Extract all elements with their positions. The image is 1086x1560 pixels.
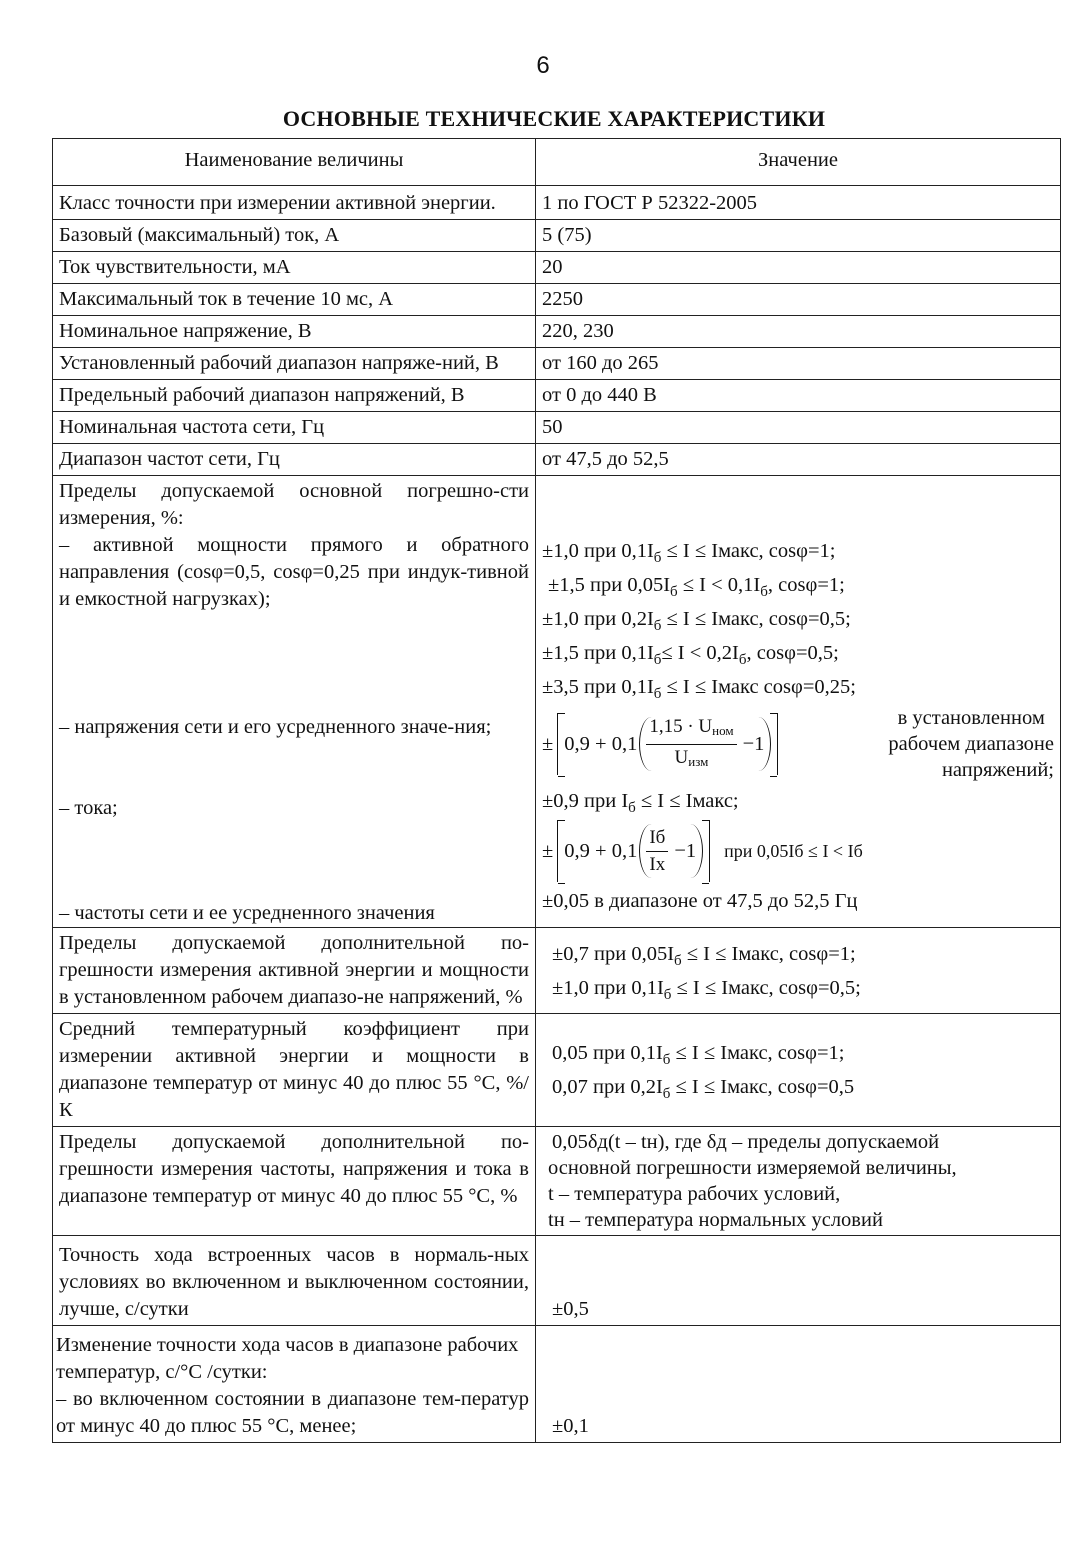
row-value: 20	[536, 252, 1061, 284]
basic-error-names	[53, 476, 536, 928]
row-value: ±0,7 при $0,05I_б \le I$ ≤ Iмакс, cosφ=1; ±1,0 при $0,1I_б \le I$ ≤ Iмакс, cosφ=0,5;	[536, 928, 1061, 1014]
page-number: 6	[536, 52, 550, 79]
power-value: ±1,5 при $0,05I_б \le I < 0,1I_б$, cosφ=1;	[548, 574, 845, 600]
column-header-name: Наименование величины	[53, 139, 536, 186]
row-name: Пределы допускаемой дополнительной по-грешности измерения активной энергии и мощности в установленном рабочем диапазо-не напряжений, %	[53, 928, 536, 1014]
table-row	[53, 186, 1061, 220]
row-value: 50	[536, 412, 1061, 444]
row-value: 5 (75)	[536, 220, 1061, 252]
row-name: Средний температурный коэффициент при измерении активной энергии и мощности в диапазоне температур от минус 40 до плюс 55 °С, %/К	[53, 1014, 536, 1127]
table-row	[53, 412, 1061, 444]
row-name: Изменение точности хода часов в диапазоне рабочих температур, с/°С /сутки: – во включенном состоянии в диапазоне тем-ператур от минус 40 до плюс 55 °С, менее;	[53, 1326, 536, 1443]
column-header-value: Значение	[536, 139, 1061, 186]
table-row	[53, 1236, 1061, 1326]
row-value: ±0,5	[536, 1236, 1061, 1326]
power-value: ±1,5 при $0,1I_б\le I < 0,2I_б$, cosφ=0,5;	[542, 642, 839, 668]
document-title: ОСНОВНЫЕ ТЕХНИЧЕСКИЕ ХАРАКТЕРИСТИКИ	[282, 106, 826, 131]
row-value: от 0 до 440 В	[536, 380, 1061, 412]
current-error-note: при 0,05Iб ≤ I < Iб	[724, 840, 863, 861]
power-value: ±1,0 при $0,2I_б \le I$ ≤ Iмакс, cosφ=0,5;	[542, 608, 851, 634]
fraction: $\frac{\text{1,15 · Uном}}{\text{Uизм}}$	[646, 716, 736, 773]
table-row	[53, 252, 1061, 284]
row-name: Ток чувствительности, мА	[53, 252, 536, 284]
current-error-formula: ± 0,9 + 0,1 $\frac{Iб}{Ix}$ −1 при 0,05Iб ≤ I < Iб	[542, 818, 1054, 884]
row-value: 0,05 при $0,1I_б \le I$ ≤ Iмакс, cosφ=1; 0,07 при $0,2I_б \le I$ ≤ Iмакс, cosφ=0,5	[536, 1014, 1061, 1127]
fraction: $\frac{Iб}{Ix}$	[646, 827, 668, 876]
row-name: Максимальный ток в течение 10 мс, А	[53, 284, 536, 316]
table-row-basic-error	[53, 476, 1061, 928]
row-name: Установленный рабочий диапазон напряже-ний, В	[53, 348, 536, 380]
table-row	[53, 928, 1061, 1014]
row-name: Номинальное напряжение, В	[53, 316, 536, 348]
square-bracket: 0,9 + 0,1 $\frac{Iб}{Ix}$ −1	[557, 820, 710, 882]
row-name: Базовый (максимальный) ток, А	[53, 220, 536, 252]
row-name: Номинальная частота сети, Гц	[53, 412, 536, 444]
row-value: 220, 230	[536, 316, 1061, 348]
specifications-table	[52, 138, 1061, 1443]
power-value: ±1,0 при $0,1I_б \le I$ ≤ Iмакс, cosφ=1;	[542, 540, 836, 566]
parenthesis: $\frac{\text{1,15 · Uном}}{\text{Uизм}}$ −1	[639, 717, 771, 771]
frequency-label: – частоты сети и ее усредненного значения	[59, 902, 435, 924]
table-header-row	[53, 139, 1061, 186]
table-row	[53, 284, 1061, 316]
table-row	[53, 1127, 1061, 1236]
power-value: ±3,5 при $0,1I_б \le I$ ≤ Iмакс cosφ=0,25;	[542, 676, 856, 702]
basic-error-values	[536, 476, 1061, 928]
power-label: – активной мощности прямого и обратного направления (cosφ=0,5, cosφ=0,25 при индук-тивной и емкостной нагрузках);	[59, 534, 529, 610]
voltage-error-formula: ± 0,9 + 0,1 $\frac{\text{1,15 · Uном}}{\text{Uизм}}$ −1 в установленном рабочем диапазоне напряжений;	[542, 707, 1054, 781]
row-value: ±0,1	[536, 1326, 1061, 1443]
row-name: Точность хода встроенных часов в нормаль-ных условиях во включенном и выключенном состоянии, лучше, с/сутки	[53, 1236, 536, 1326]
table-row	[53, 1014, 1061, 1127]
voltage-error-note: в установленном рабочем диапазоне напряжений;	[888, 707, 1054, 781]
frequency-value: ±0,05 в диапазоне от 47,5 до 52,5 Гц	[542, 890, 858, 912]
table-row	[53, 316, 1061, 348]
voltage-label: – напряжения сети и его усредненного значе-ния;	[59, 716, 492, 738]
row-name: Пределы допускаемой дополнительной по-грешности измерения частоты, напряжения и тока в диапазоне температур от минус 40 до плюс 55 °С, %	[53, 1127, 536, 1236]
row-value: 1 по ГОСТ Р 52322-2005	[536, 186, 1061, 220]
table-row	[53, 1326, 1061, 1443]
row-name: Класс точности при измерении активной энергии.	[53, 186, 536, 220]
current-value: ±0,9 при $I_б \le I$ ≤ Iмакс;	[542, 790, 739, 816]
current-label: – тока;	[59, 797, 118, 819]
row-value: 0,05δд(t – tн), где δд – пределы допускаемой основной погрешности измеряемой величины, t – температура рабочих условий, tн – температура нормальных условий	[536, 1127, 1061, 1236]
basic-error-intro: Пределы допускаемой основной погрешно-сти измерения, %:	[59, 480, 529, 529]
table-row	[53, 220, 1061, 252]
table-row	[53, 380, 1061, 412]
square-bracket: 0,9 + 0,1 $\frac{\text{1,15 · Uном}}{\text{Uизм}}$ −1	[557, 713, 778, 775]
row-name: Диапазон частот сети, Гц	[53, 444, 536, 476]
row-value: от 47,5 до 52,5	[536, 444, 1061, 476]
parenthesis: $\frac{Iб}{Ix}$ −1	[639, 824, 703, 878]
row-value: от 160 до 265	[536, 348, 1061, 380]
table-row	[53, 444, 1061, 476]
row-name: Предельный рабочий диапазон напряжений, В	[53, 380, 536, 412]
table-row	[53, 348, 1061, 380]
row-value: 2250	[536, 284, 1061, 316]
